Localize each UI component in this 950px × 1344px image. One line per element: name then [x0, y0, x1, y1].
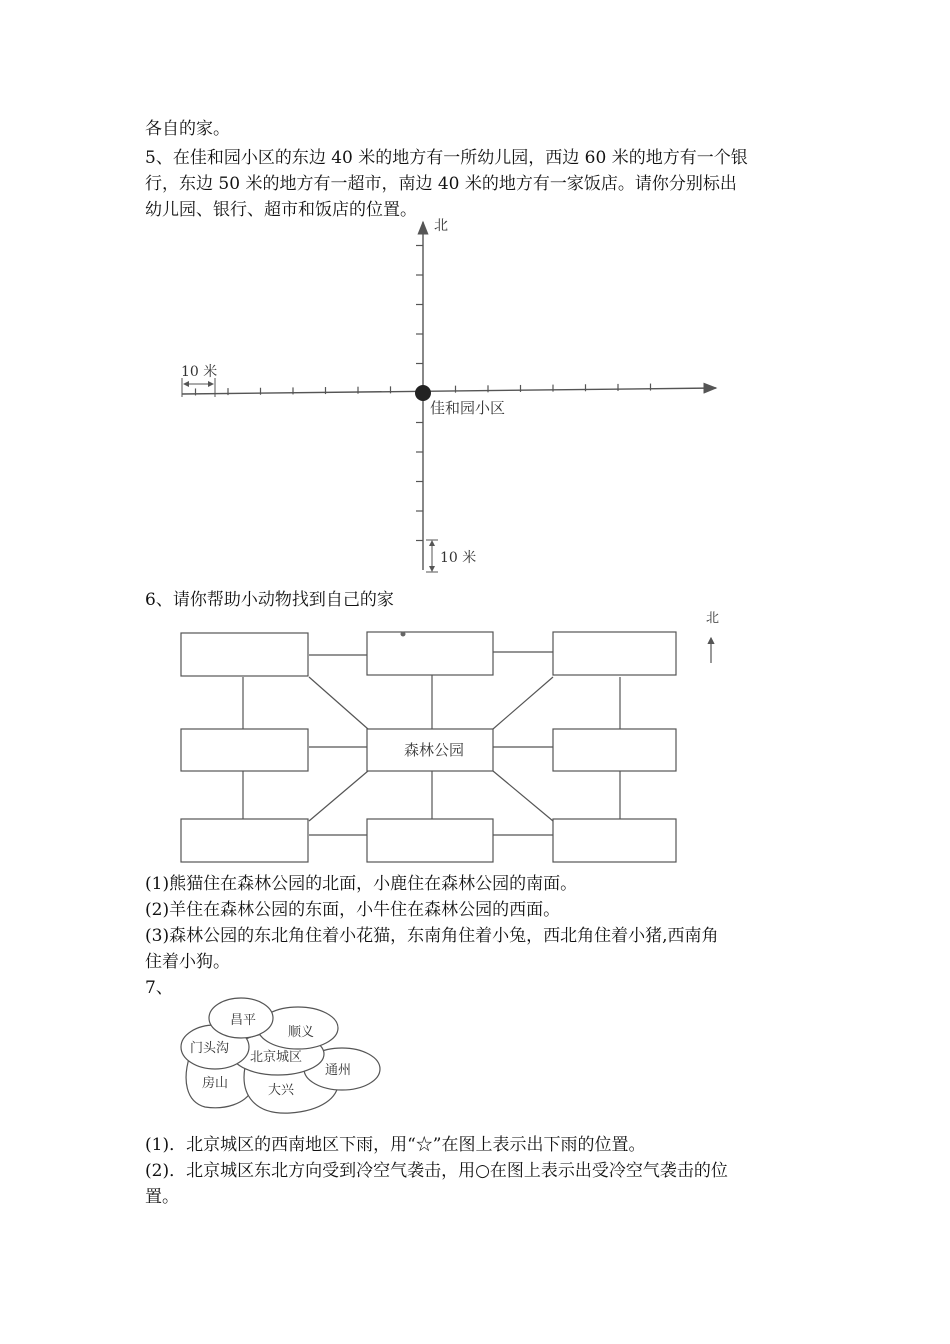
question-7-item-3: 置。 [145, 1187, 179, 1207]
daxing-label: 大兴 [268, 1083, 295, 1098]
question-6-item-1: (1)熊猫住在森林公园的北面，小鹿住在森林公园的南面。 [145, 874, 578, 894]
forest-park-label: 森林公园 [404, 741, 465, 759]
fangshan-label: 房山 [202, 1076, 229, 1091]
vertical-scale-label: 10 米 [440, 550, 477, 566]
question-7-item-1: (1)．北京城区的西南地区下雨，用“☆”在图上表示出下雨的位置。 [145, 1135, 646, 1155]
north-label: 北 [434, 218, 448, 234]
changping-label: 昌平 [230, 1013, 257, 1028]
question-5-line-1: 5、在佳和园小区的东边 40 米的地方有一所幼儿园，西边 60 米的地方有一个银 [145, 148, 748, 168]
forest-north-label: 北 [706, 611, 720, 626]
question-7-title: 7、 [145, 978, 173, 998]
text-line-home: 各自的家。 [145, 119, 230, 139]
question-5-line-3: 幼儿园、银行、超市和饭店的位置。 [145, 200, 417, 220]
mentougou-label: 门头沟 [190, 1041, 230, 1056]
shunyi-label: 顺义 [288, 1025, 315, 1040]
question-7-item-2: (2)．北京城区东北方向受到冷空气袭击，用○在图上表示出受冷空气袭击的位 [145, 1161, 728, 1181]
question-5-line-2: 行，东边 50 米的地方有一超市，南边 40 米的地方有一家饭店。请你分别标出 [145, 174, 737, 194]
question-6-item-3b: 住着小狗。 [145, 952, 230, 972]
origin-label: 佳和园小区 [430, 399, 506, 417]
chengqu-label: 北京城区 [250, 1050, 303, 1065]
horizontal-scale-label: 10 米 [181, 364, 218, 380]
question-6-title: 6、请你帮助小动物找到自己的家 [145, 590, 394, 610]
question-6-item-2: (2)羊住在森林公园的东面，小牛住在森林公园的西面。 [145, 900, 561, 920]
tongzhou-label: 通州 [325, 1063, 352, 1078]
question-6-item-3a: (3)森林公园的东北角住着小花猫，东南角住着小兔，西北角住着小猪,西南角 [145, 926, 719, 946]
